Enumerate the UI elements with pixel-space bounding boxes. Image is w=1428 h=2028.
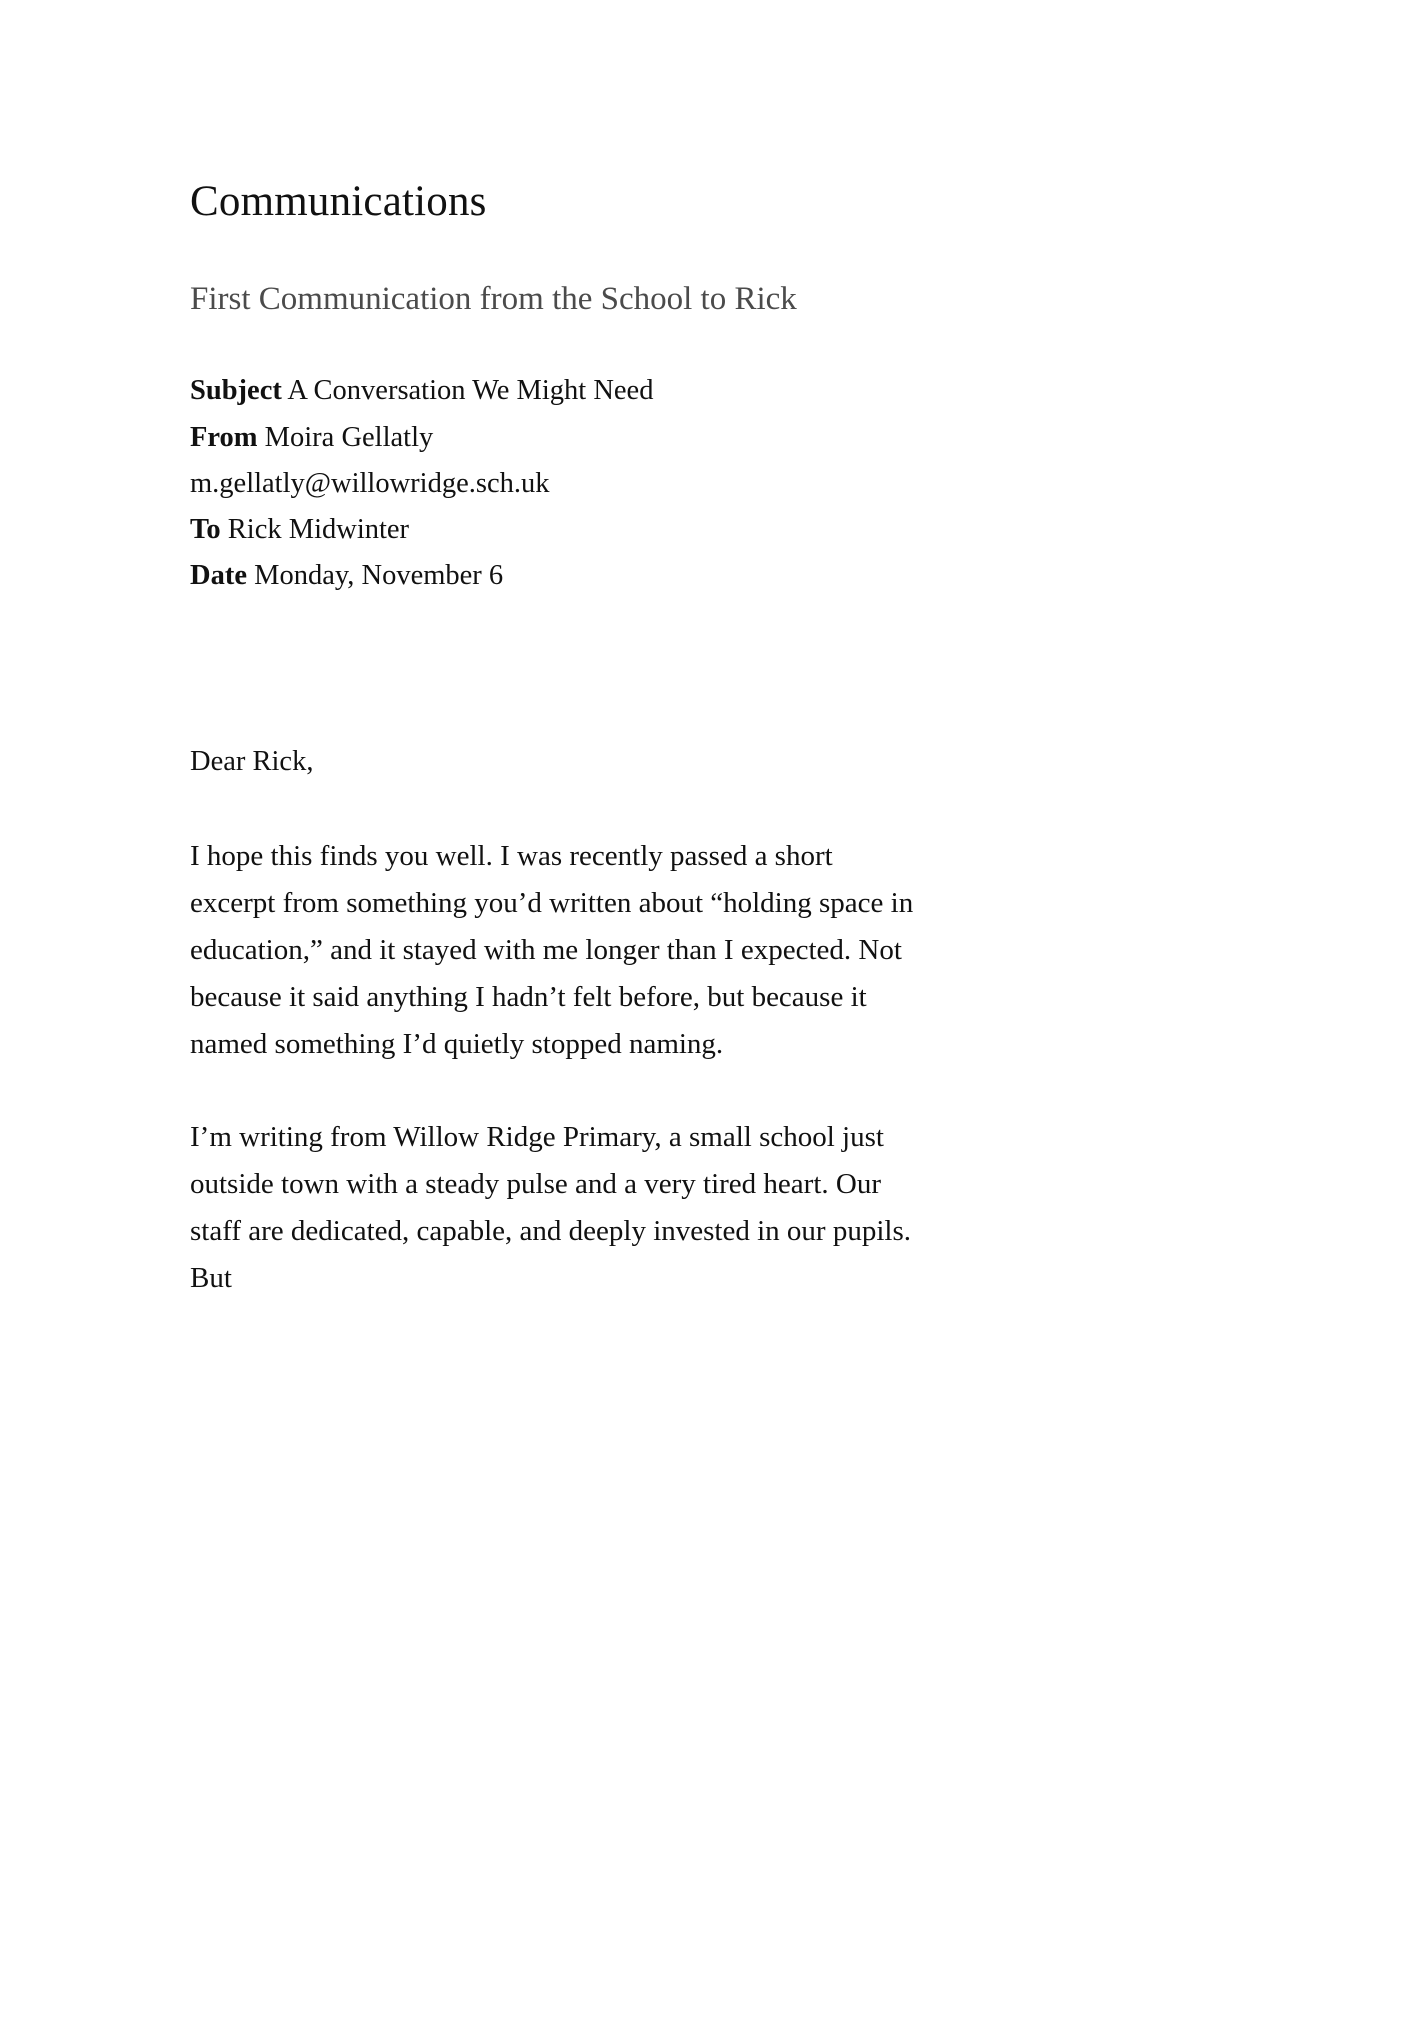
email-metadata-block	[190, 368, 916, 599]
metadata-row-to	[190, 507, 916, 553]
metadata-value-subject: A Conversation We Might Need	[287, 375, 654, 407]
metadata-value-from: Moira Gellatly	[264, 421, 434, 453]
metadata-row-from	[190, 415, 916, 461]
document-subtitle: First Communication from the School to Rick	[190, 280, 797, 317]
metadata-label-date: Date	[190, 560, 247, 592]
letter-body	[190, 739, 916, 1302]
metadata-label-to: To	[190, 513, 221, 545]
document-content-column	[190, 176, 916, 1302]
metadata-label-from: From	[190, 421, 258, 453]
metadata-value-to: Rick Midwinter	[227, 513, 410, 545]
metadata-value-date: Monday, November 6	[254, 560, 504, 592]
metadata-value-from-email: m.gellatly@willowridge.sch.uk	[190, 467, 550, 499]
letter-paragraph: I hope this finds you well. I was recently passed a short excerpt from something you’d written about “holding space in education,” and it stayed with me longer than I expected. Not because it said anything I hadn’t felt before, but because it named something I’d quietly stopped naming.	[190, 840, 914, 1061]
letter-paragraph: I’m writing from Willow Ridge Primary, a small school just outside town with a steady pulse and a very tired heart. Our staff are dedicated, capable, and deeply invested in our pupils. But	[190, 1121, 911, 1295]
page-title: Communications	[190, 178, 487, 225]
metadata-row-from-email	[190, 461, 916, 507]
metadata-label-subject: Subject	[190, 375, 282, 407]
letter-salutation: Dear Rick,	[190, 746, 314, 778]
metadata-row-subject	[190, 368, 916, 414]
metadata-row-date	[190, 553, 916, 599]
